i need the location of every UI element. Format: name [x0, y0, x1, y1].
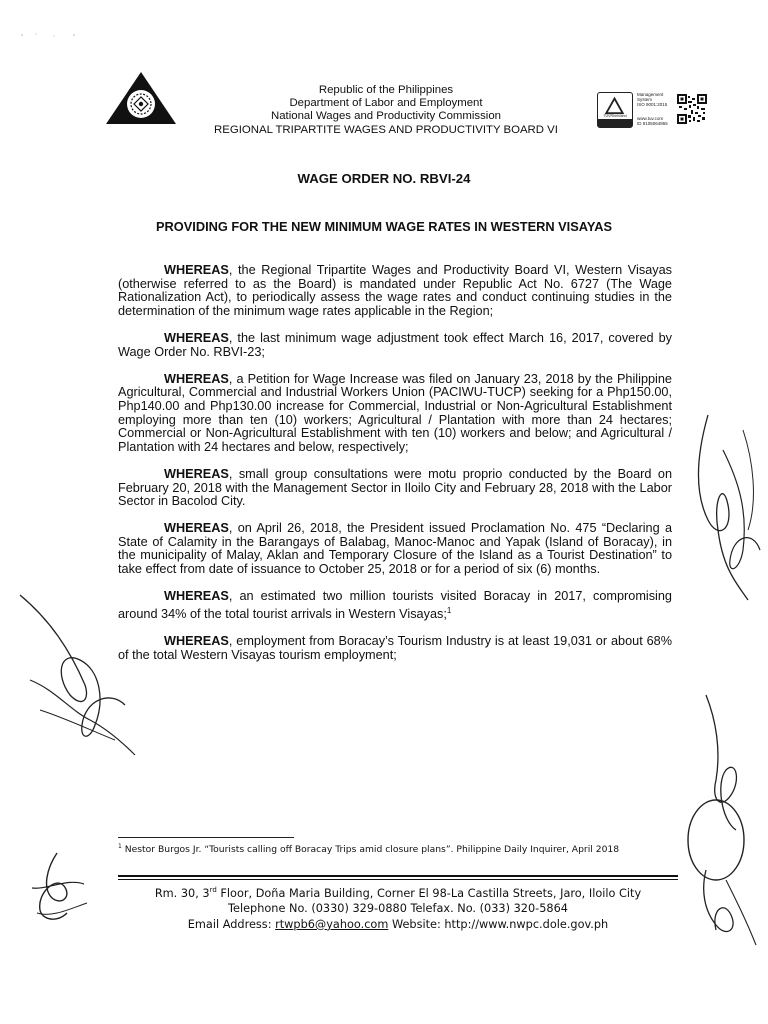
- paragraph-1: [118, 264, 672, 318]
- document-body: [118, 264, 672, 676]
- footer-divider-thick: [118, 875, 678, 877]
- signature-right-top-icon: [688, 410, 768, 610]
- footer-address: Rm. 30, 3rd Floor, Doña Maria Building, Corner El 98-La Castilla Streets, Jaro, Iloilo City: [154, 886, 642, 900]
- paragraph-text: , employment from Boracay’s Tourism Industry is at least 19,031 or about 68% of the total Western Visayas tourism employment;: [118, 634, 672, 662]
- footnote-divider: [118, 837, 294, 838]
- whereas-lead: WHEREAS: [164, 263, 229, 277]
- whereas-lead: WHEREAS: [164, 371, 229, 386]
- initials-signature-icon: [22, 848, 92, 928]
- whereas-lead: WHEREAS: [164, 466, 229, 481]
- iso-certification: [597, 92, 709, 130]
- cert-line-1: Management: [637, 92, 664, 97]
- cert-line-3: ISO 9001:2015: [637, 102, 668, 107]
- header-line-4: REGIONAL TRIPARTITE WAGES AND PRODUCTIVITY BOARD VI: [214, 123, 558, 136]
- document-subtitle: PROVIDING FOR THE NEW MINIMUM WAGE RATES IN WESTERN VISAYAS: [156, 219, 612, 234]
- header-line-1: Republic of the Philippines: [318, 84, 454, 96]
- paragraph-6: [118, 590, 672, 621]
- website-link[interactable]: http://www.nwpc.dole.gov.ph: [444, 917, 609, 931]
- footnote: [118, 843, 678, 855]
- paragraph-5: [118, 522, 672, 576]
- footnote-mark: 1: [118, 843, 122, 850]
- paragraph-text: , the Regional Tripartite Wages and Productivity Board VI, Western Visayas (otherwise referred to as the Board) is mandated under Republic Act No. 6727 (The Wage Rationalization Act), to periodically assess the wage rates and conduct continuing studies in the determination of the minimum wage rates applicable in the Region;: [118, 263, 672, 318]
- paragraph-text: , an estimated two million tourists visited Boracay in 2017, compromising around 34% of the total tourist arrivals in Western Visayas;: [118, 589, 672, 622]
- paragraph-2: [118, 332, 672, 359]
- tuv-mark-icon: [597, 92, 633, 128]
- tuv-mark-label: TÜVRheinland: [603, 114, 627, 118]
- paragraph-text: , a Petition for Wage Increase was filed on January 23, 2018 by the Philippine Agricultural, Commercial and Industrial Workers Union (PACIWU-TUCP) seeking for a Php150.00, Php140.00 and Php130.00 increase for Commercial, Industrial or Non-Agricultural Establishment employing more than ten (10) workers; Agricultural / Plantation with more than 24 hectares; Commercial or Non-Agricultural Establishment with ten (10) workers and below; and Agricultural / Plantation with 24 hectares and below, respectively;: [118, 371, 672, 454]
- cert-line-2: System: [637, 97, 653, 102]
- paragraph-text: , small group consultations were motu proprio conducted by the Board on February 20, 2018 with the Management Sector in Iloilo City and February 28, 2018 with the Labor Sector in Bacolod City.: [118, 466, 672, 509]
- cert-line-5: ID 9105064865: [637, 121, 668, 126]
- cert-line-4: www.tuv.com: [637, 116, 664, 121]
- paragraph-3: [118, 373, 672, 455]
- paragraph-4: [118, 468, 672, 509]
- paragraph-7: [118, 635, 672, 662]
- email-link[interactable]: rtwpb6@yahoo.com: [275, 917, 389, 931]
- footer-email-website: Email Address: rtwpb6@yahoo.com Website: http://www.nwpc.dole.gov.ph: [187, 917, 609, 931]
- footnote-ref: 1: [446, 605, 452, 615]
- whereas-lead: WHEREAS: [164, 521, 229, 536]
- paragraph-text: , the last minimum wage adjustment took effect March 16, 2017, covered by Wage Order No. RBVI-23;: [118, 330, 672, 359]
- scan-speck: [14, 30, 84, 40]
- letterhead: [200, 84, 572, 137]
- document-title: WAGE ORDER NO. RBVI-24: [297, 171, 471, 186]
- header-line-2: Department of Labor and Employment: [289, 97, 483, 110]
- footer-contact: [118, 883, 678, 932]
- whereas-lead: WHEREAS: [164, 589, 229, 604]
- paragraph-text: , on April 26, 2018, the President issued Proclamation No. 475 “Declaring a State of Calamity in the Barangays of Balabag, Manoc-Manoc and Yapak (Island of Boracay), in the municipality of Malay, Aklan and Temporary Closure of the Island as a Tourist Destination” to take effect from date of issuance to October 25, 2018 or for a period of six (6) months.: [118, 521, 672, 577]
- footer-divider-thin: [118, 879, 678, 880]
- footnote-text: Nestor Burgos Jr. “Tourists calling off Boracay Trips amid closure plans”. Philippine Daily Inquirer, April 2018: [121, 844, 620, 856]
- signature-right-bottom-icon: [676, 690, 768, 950]
- qr-code-icon: [677, 94, 707, 124]
- footer-phone: Telephone No. (0330) 329-0880 Telefax. No. (033) 320-5864: [228, 902, 568, 916]
- header-line-3: National Wages and Productivity Commission: [270, 110, 501, 123]
- whereas-lead: WHEREAS: [164, 330, 229, 345]
- dole-logo-icon: [104, 70, 178, 126]
- whereas-lead: WHEREAS: [164, 634, 229, 649]
